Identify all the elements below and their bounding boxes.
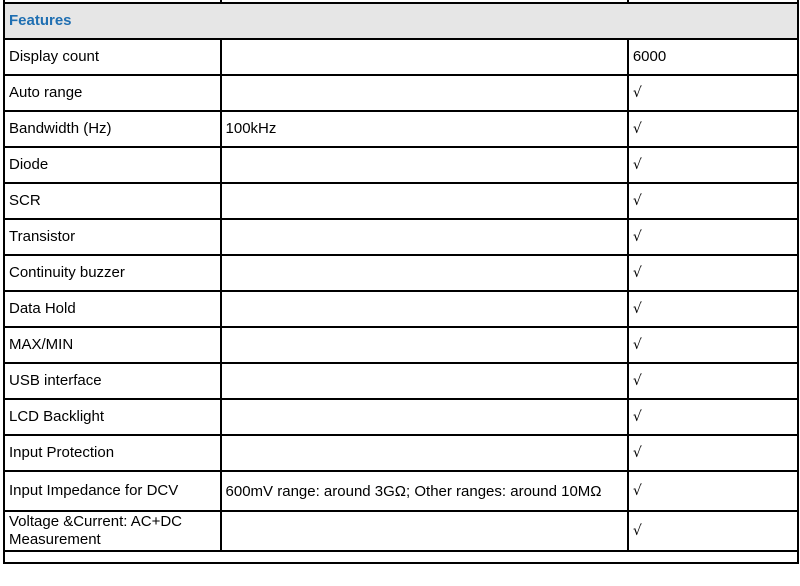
value-cell: √	[628, 399, 798, 435]
detail-cell	[221, 511, 628, 551]
value-cell: √	[628, 255, 798, 291]
value-cell: √	[628, 471, 798, 511]
value-cell: √	[628, 363, 798, 399]
table-row	[4, 471, 798, 511]
section-title: Features	[4, 3, 798, 39]
feature-cell: LCD Backlight	[4, 399, 221, 435]
feature-cell: Transistor	[4, 219, 221, 255]
value-cell: √	[628, 75, 798, 111]
detail-cell	[221, 147, 628, 183]
table-row	[4, 291, 798, 327]
table-row	[4, 219, 798, 255]
detail-cell	[221, 75, 628, 111]
feature-cell: Voltage &Current: AC+DC Measurement	[4, 511, 221, 551]
section-header-row	[4, 3, 798, 39]
detail-cell	[221, 255, 628, 291]
table-row	[4, 399, 798, 435]
detail-cell: 600mV range: around 3GΩ; Other ranges: around 10MΩ	[221, 471, 628, 511]
value-cell: √	[628, 435, 798, 471]
table-row	[4, 75, 798, 111]
detail-cell	[221, 435, 628, 471]
detail-cell	[221, 291, 628, 327]
feature-cell: Bandwidth (Hz)	[4, 111, 221, 147]
table-row	[4, 111, 798, 147]
feature-cell: Diode	[4, 147, 221, 183]
value-cell: 6000	[628, 39, 798, 75]
table-row	[4, 39, 798, 75]
feature-cell: USB interface	[4, 363, 221, 399]
value-cell: √	[628, 291, 798, 327]
feature-cell: Input Impedance for DCV	[4, 471, 221, 511]
value-cell: √	[628, 111, 798, 147]
feature-cell: Input Protection	[4, 435, 221, 471]
table-row	[4, 363, 798, 399]
table-row	[4, 511, 798, 551]
feature-cell: MAX/MIN	[4, 327, 221, 363]
feature-cell: Auto range	[4, 75, 221, 111]
value-cell: √	[628, 147, 798, 183]
feature-cell: Continuity buzzer	[4, 255, 221, 291]
detail-cell	[221, 399, 628, 435]
table-row	[4, 327, 798, 363]
detail-cell	[221, 363, 628, 399]
detail-cell	[221, 327, 628, 363]
table-row	[4, 255, 798, 291]
table-row	[4, 147, 798, 183]
table-bottom-edge	[4, 551, 798, 563]
value-cell: √	[628, 183, 798, 219]
features-table	[3, 0, 799, 564]
value-cell: √	[628, 219, 798, 255]
feature-cell: Data Hold	[4, 291, 221, 327]
detail-cell	[221, 39, 628, 75]
detail-cell: 100kHz	[221, 111, 628, 147]
table-row	[4, 435, 798, 471]
feature-cell: Display count	[4, 39, 221, 75]
detail-cell	[221, 219, 628, 255]
value-cell: √	[628, 511, 798, 551]
table-row	[4, 183, 798, 219]
feature-cell: SCR	[4, 183, 221, 219]
value-cell: √	[628, 327, 798, 363]
detail-cell	[221, 183, 628, 219]
